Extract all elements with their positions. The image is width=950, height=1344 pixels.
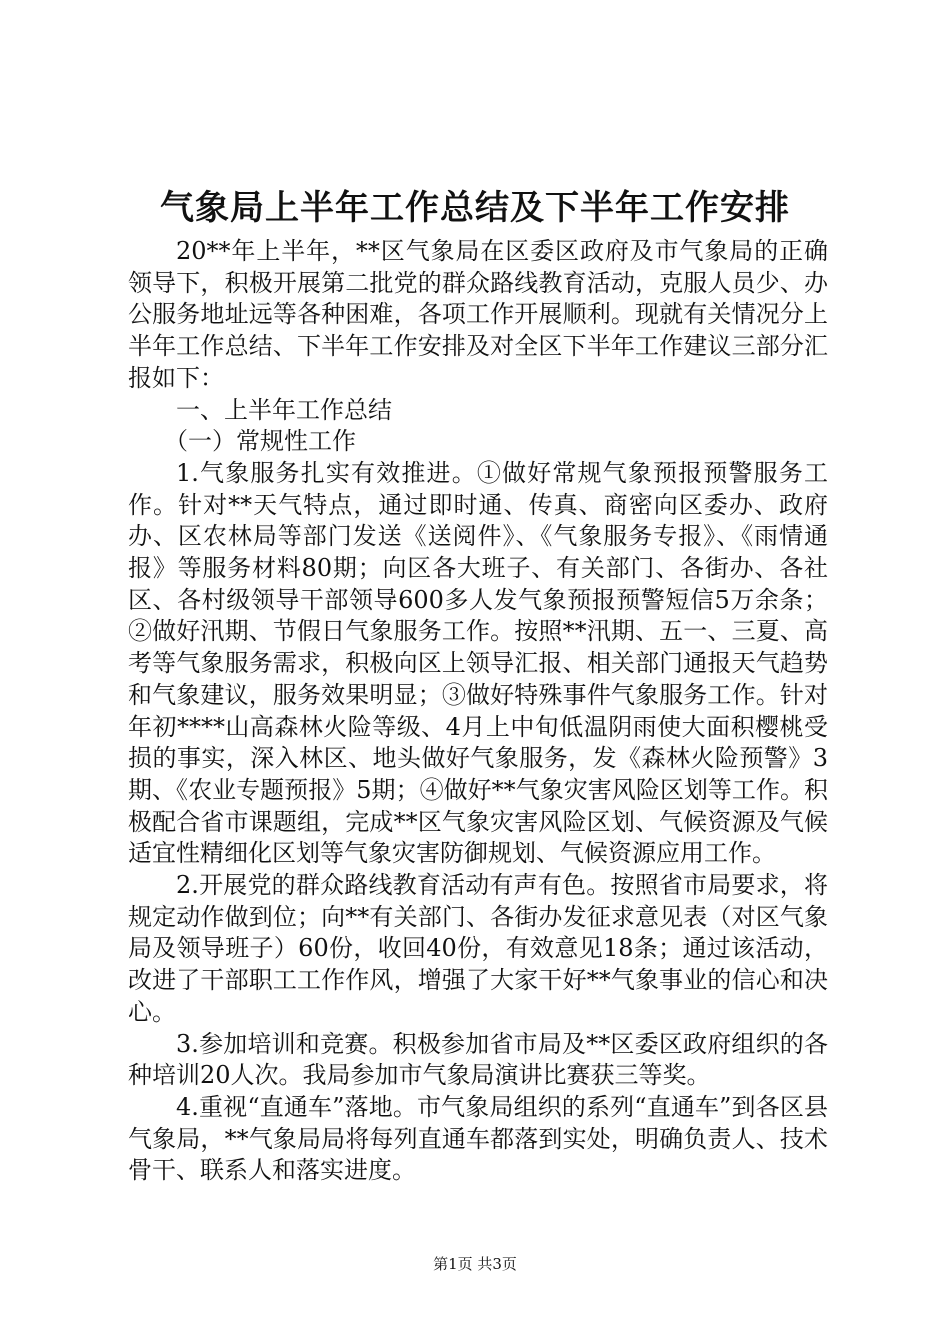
subsection-heading: （一）常规性工作	[164, 427, 356, 456]
section-heading: 一、上半年工作总结	[176, 395, 392, 424]
paragraph-item-1: 1.气象服务扎实有效推进。①做好常规气象预报预警服务工作。针对**天气特点，通过即时通、传真、商密向区委办、政府办、区农林局等部门发送《送阅件》、《气象服务专报》、《雨情通报》等服务材料80期；向区各大班子、有关部门、各街办、各社区、各村级领导干部领导600多人发气象预报预警短信5万余条；②做好汛期、节假日气象服务工作。按照**汛期、五一、三夏、高考等气象服务需求，积极向区上领导汇报、相关部门通报天气趋势和气象建议，服务效果明显；③做好特殊事件气象服务工作。针对年初****山高森林火险等级、4月上中旬低温阴雨使大面积樱桃受损的事实，深入林区、地头做好气象服务，发《森林火险预警》3期、《农业专题预报》5期；④做好**气象灾害风险区划等工作。积极配合省市课题组，完成**区气象灾害风险区划、气候资源及气候适宜性精细化区划等气象灾害防御规划、气候资源应用工作。	[128, 458, 828, 868]
paragraph-intro: 20**年上半年，**区气象局在区委区政府及市气象局的正确领导下，积极开展第二批党的群众路线教育活动，克服人员少、办公服务地址远等各种困难，各项工作开展顺利。现就有关情况分上半年工作总结、下半年工作安排及对全区下半年工作建议三部分汇报如下：	[128, 237, 828, 392]
paragraph-item-3: 3.参加培训和竞赛。积极参加省市局及**区委区政府组织的各种培训20人次。我局参加市气象局演讲比赛获三等奖。	[128, 1029, 828, 1090]
page-footer: 第1页 共3页	[433, 1255, 517, 1273]
document-body	[128, 236, 828, 1187]
paragraph-item-2: 2.开展党的群众路线教育活动有声有色。按照省市局要求，将规定动作做到位；向**有关部门、各街办发征求意见表（对区气象局及领导班子）60份，收回40份，有效意见18条；通过该活动，改进了干部职工工作作风，增强了大家干好**气象事业的信心和决心。	[128, 871, 828, 1026]
document-title: 气象局上半年工作总结及下半年工作安排	[160, 188, 790, 228]
paragraph-item-4: 4.重视“直通车”落地。市气象局组织的系列“直通车”到各区县气象局，**气象局局将每列直通车都落到实处，明确负责人、技术骨干、联系人和落实进度。	[128, 1092, 828, 1185]
